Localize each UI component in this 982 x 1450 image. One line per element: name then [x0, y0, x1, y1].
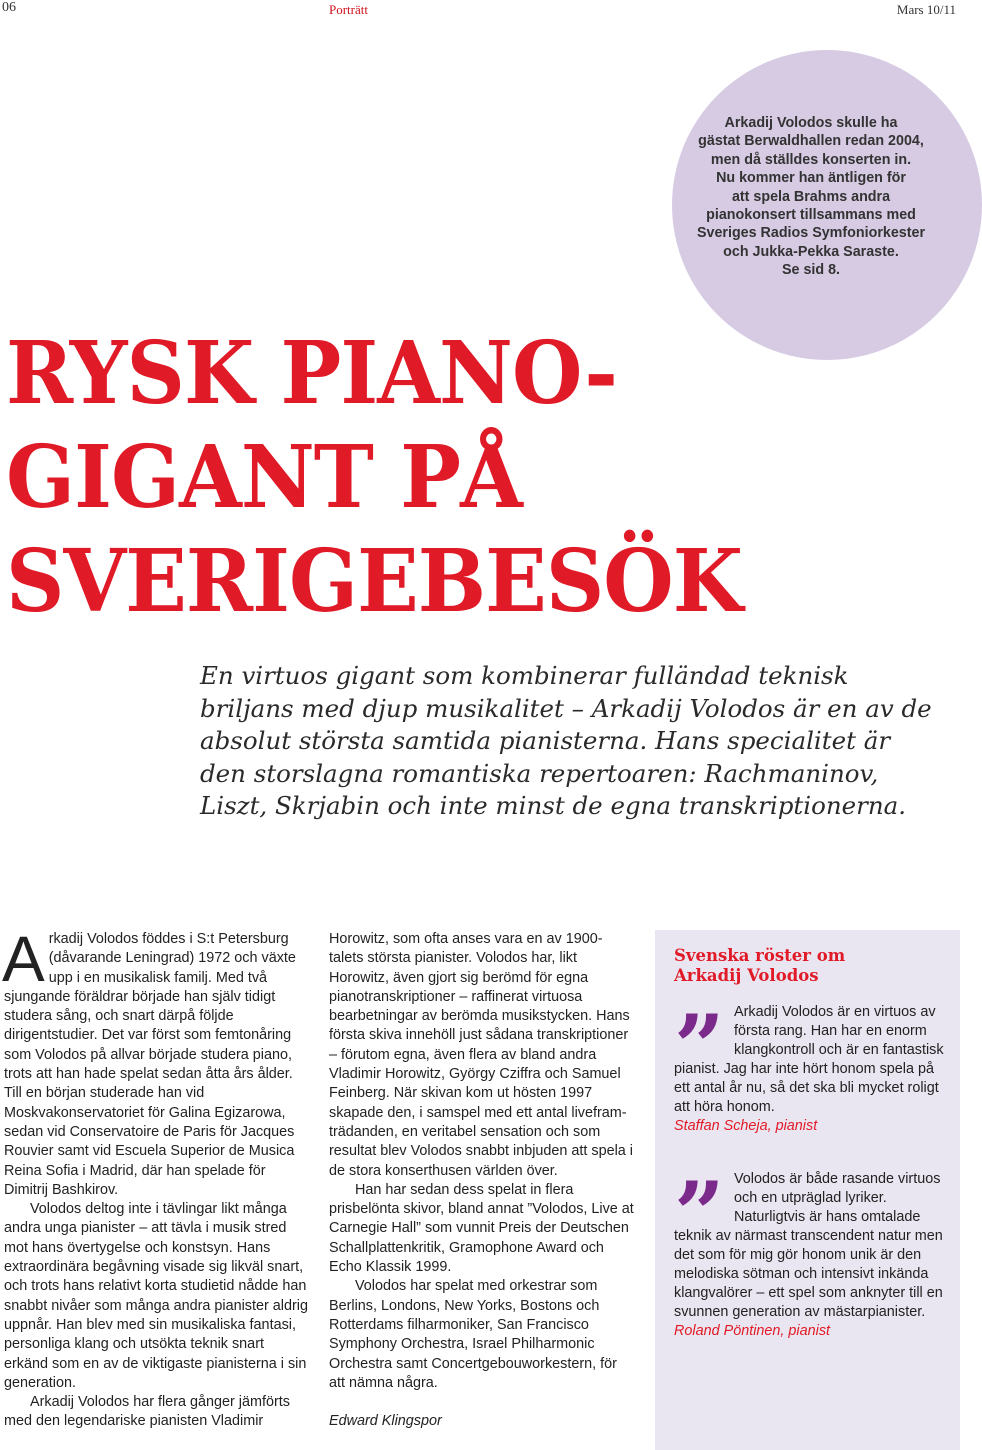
headline	[6, 322, 852, 634]
bubble-line: Sveriges Radios Symfoniorkester	[696, 225, 926, 242]
info-bubble-text	[682, 114, 940, 280]
page-header	[0, 0, 960, 22]
sidebar-title	[674, 946, 944, 986]
sidebar-title-line: Arkadij Volodos	[674, 966, 819, 985]
bubble-line: Se sid 8.	[781, 262, 840, 279]
sidebar-quote	[674, 995, 944, 1136]
article-column-2	[329, 930, 635, 1431]
bubble-line: att spela Brahms andra	[731, 188, 891, 205]
article-paragraph: Arkadij Volodos har flera gånger jämförts med den legendariske pianisten Vladimir	[4, 1394, 290, 1430]
paragraph-text: rkadij Volodos föddes i S:t Petersburg (dåvarande Leningrad) 1972 och växte upp i en musikalisk familj. Med två sjungande föräldrar började han själv tidigt studera sång, och snart därpå följde dirigentstudier. Det var först som femtonåring som Volodos på allvar började studera piano, trots att han hade spelat sedan åtta års ålder. Till en början studerade han vid Moskvakonservatoriet för Galina Egizarowa, sedan vid Conservatoire de Paris för Jacques Rouvier samt vid Escuela Superior de Musica Reina Sofia i Madrid, där han spelade för Dimitrij Bashkirov.	[4, 931, 296, 1198]
article-paragraph: Han har sedan dess spelat in flera prisbelönta skivor, bland annat ”Volodos, Live at Carnegie Hall” som vunnit Preis der Deutschen Schallplattenkritik, Gramophone Award och Echo Klassik 1999.	[329, 1181, 634, 1276]
article-paragraph: Volodos deltog inte i tävlingar likt många andra unga pianister – att tävla i musik stred mot hans övertygelse och konstsyn. Hans extraordinära begåvning visade sig likväl snart, och trots hans relativt korta studietid nådde han snabbt nivåer som många andra pianister aldrig uppnår. Han blev med sin musikaliska fantasi, personliga klang och utsökta teknik snart erkänd som en av de viktigaste pianisterna i sin generation.	[4, 1201, 308, 1391]
sidebar-title-line: Svenska röster om	[674, 946, 846, 965]
issue-date: Mars 10/11	[896, 2, 956, 17]
drop-cap: A	[2, 923, 45, 995]
quote-mark-icon: ”	[674, 1162, 725, 1266]
headline-line-2: GIGANT PÅ	[6, 427, 522, 528]
lead-paragraph: En virtuos gigant som kombinerar fulländad teknisk briljans med djup musikalitet – Arkadij Volodos är en av de absolut största samtida pianisterna. Hans specialitet är den storslagna romantiska repertoaren: Rachmaninov, Liszt, Skrjabin och inte minst de egna transkriptionerna.	[200, 661, 932, 820]
bubble-line: gästat Berwaldhallen redan 2004,	[698, 133, 924, 150]
bubble-line: och Jukka-Pekka Saraste.	[723, 243, 899, 260]
sidebar-quote	[674, 1162, 944, 1341]
quote-author: Staffan Scheja, pianist	[674, 1118, 818, 1134]
headline-line-3: SVERIGEBESÖK	[6, 531, 743, 632]
page-number: 06	[2, 0, 16, 15]
bubble-line: Arkadij Volodos skulle ha	[724, 115, 898, 131]
bubble-line: pianokonsert tillsammans med	[706, 207, 916, 224]
quote-body: Arkadij Volodos är en virtuos av första rang. Han har en enorm klangkontroll och är en fantastisk pianist. Jag har inte hört honom spela på ett antal år nu, så det ska bli mycket roligt att höra honom.	[674, 1004, 944, 1115]
article-column-1	[2, 923, 310, 1432]
quote-body: Volodos är både rasande virtuos och en utpräglad lyriker. Naturligtvis är hans omtalade teknik av närmast transcendent natur men det som för mig gör honom unik är den melodiska sötman och intensivt inkända klangvalörer – ett spel som anknyter till en svunnen generation av mästarpianister.	[674, 1171, 943, 1320]
bubble-line: Nu kommer han äntligen för	[716, 170, 906, 187]
article-paragraph	[2, 923, 310, 1200]
article-paragraph: Horowitz, som ofta anses vara en av 1900-talets största pianister. Volodos har, likt Horowitz, även gjort sig berömd för egna pianotranskriptioner – raffinerat virtuosa bearbetningar av berömda musikstycken. Hans första skiva innehöll just sådana transkriptioner – förutom egna, även flera av bland andra Vladimir Horowitz, György Cziffra och Samuel Feinberg. När skivan kom ut hösten 1997 skapade den, i samspel med ett antal liveframträdanden, en veritabel sensation och som resultat blev Volodos snabbt inbjuden att spela i de stora konserthusen världen över.	[329, 931, 634, 1179]
headline-line-1: RYSK PIANO-	[6, 323, 617, 424]
quote-mark-icon: ”	[674, 995, 725, 1099]
quote-author: Roland Pöntinen, pianist	[674, 1323, 831, 1339]
author-byline: Edward Klingspor	[329, 1413, 442, 1430]
article-paragraph: Volodos har spelat med orkestrar som Berlins, Londons, New Yorks, Bostons och Rotterdams filharmoniker, San Francisco Symphony Orchestra, Israel Philharmonic Orchestra samt Concertgebouworkestern, för att nämna några.	[329, 1278, 617, 1391]
section-label: Porträtt	[329, 2, 368, 17]
bubble-line: men då ställdes konserten in.	[710, 151, 912, 168]
